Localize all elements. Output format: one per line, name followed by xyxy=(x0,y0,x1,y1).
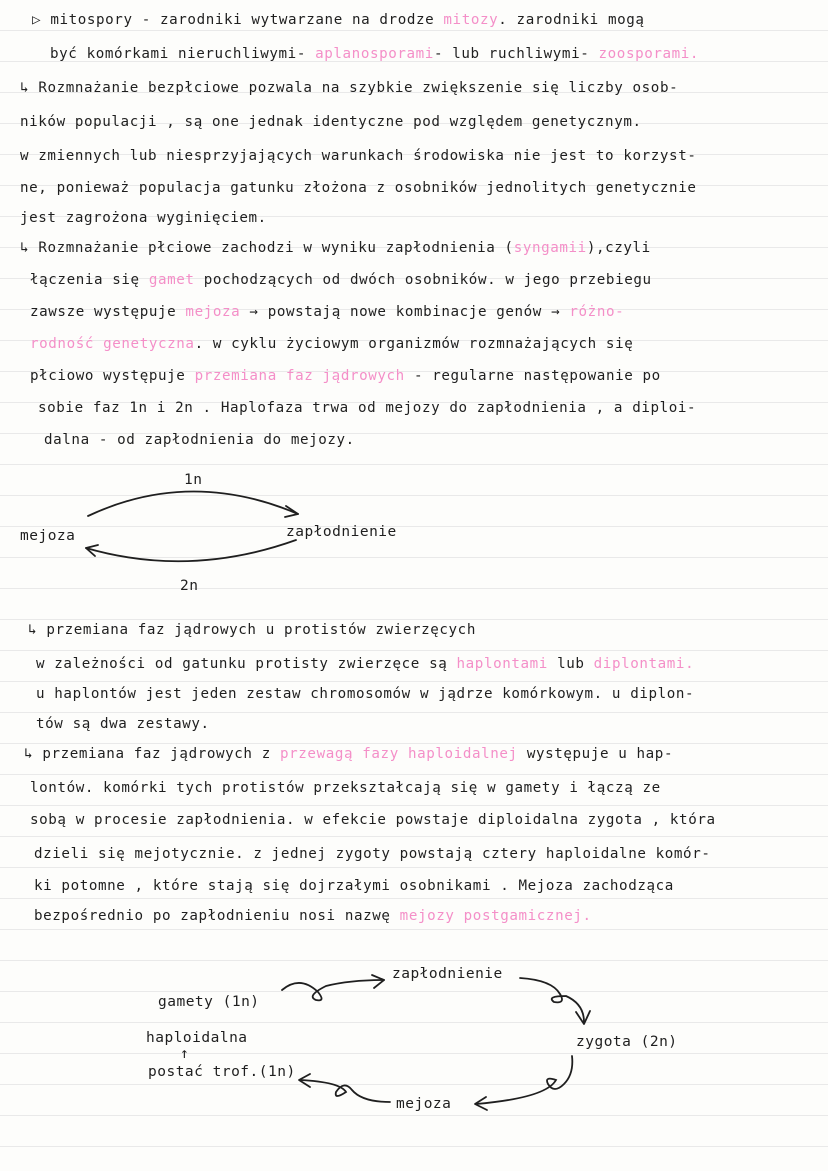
return-arrow-icon: ↳ xyxy=(20,240,30,256)
text-line: lontów. komórki tych protistów przekształcają się w gamety i łączą ze xyxy=(30,780,661,796)
text-line: w zmiennych lub niesprzyjających warunkach środowiska nie jest to korzyst- xyxy=(20,148,697,164)
text-line: ne, ponieważ populacja gatunku złożona z osobników jednolitych genetycznie xyxy=(20,180,697,196)
highlight-term: rodność genetyczna xyxy=(30,336,195,352)
highlight-term: mitozy xyxy=(443,12,499,28)
label-meiosis: mejoza xyxy=(20,528,76,544)
highlight-term: gamet xyxy=(148,272,195,288)
text-line: dalna - od zapłodnienia do mejozy. xyxy=(44,432,355,448)
triangle-bullet-icon: ▷ xyxy=(32,12,42,28)
text-line: u haplontów jest jeden zestaw chromosomów w jądrze komórkowym. u diplon- xyxy=(36,686,695,702)
text-line: rodność genetyczna. w cyklu życiowym organizmów rozmnażających się xyxy=(30,336,634,352)
text-line: sobie faz 1n i 2n . Haplofaza trwa od mejozy do zapłodnienia , a diploi- xyxy=(38,400,697,416)
label-zygote: zygota (2n) xyxy=(576,1034,678,1050)
text-line: ↳ Rozmnażanie płciowe zachodzi w wyniku zapłodnienia (syngamii),czyli xyxy=(20,240,651,256)
label-haploid: haploidalna xyxy=(146,1030,248,1046)
squiggle-arrow-zygote xyxy=(520,978,584,1022)
label-fertilization: zapłodnienie xyxy=(392,966,503,982)
highlight-term: diplontami. xyxy=(593,656,695,672)
return-arrow-icon: ↳ xyxy=(28,622,38,638)
text-line: bezpośrednio po zapłodnieniu nosi nazwę mejozy postgamicznej. xyxy=(34,908,592,924)
highlight-term: przemiana faz jądrowych xyxy=(194,368,405,384)
text-line: ↳ przemiana faz jądrowych z przewagą fazy haploidalnej występuje u hap- xyxy=(24,746,674,762)
text-line: ników populacji , są one jednak identyczne pod względem genetycznym. xyxy=(20,114,642,130)
text-line: zawsze występuje mejoza → powstają nowe kombinacje genów → różno- xyxy=(30,304,625,320)
label-meiosis: mejoza xyxy=(396,1096,452,1112)
squiggle-arrow-meiosis xyxy=(476,1056,572,1104)
highlight-term: mejoza xyxy=(185,304,241,320)
text-line: dzieli się mejotycznie. z jednej zygoty powstają cztery haploidalne komór- xyxy=(34,846,711,862)
return-arrow-icon: ↳ xyxy=(20,80,30,96)
label-trophic-form: postać trof.(1n) xyxy=(148,1064,296,1080)
highlight-term: zoosporami. xyxy=(598,46,700,62)
text-line: jest zagrożona wyginięciem. xyxy=(20,210,267,226)
highlight-term: haplontami xyxy=(456,656,548,672)
text-line: ↳ przemiana faz jądrowych u protistów zwierzęcych xyxy=(28,622,476,638)
text-line: łączenia się gamet pochodzących od dwóch osobników. w jego przebiegu xyxy=(30,272,652,288)
label-1n: 1n xyxy=(184,472,203,488)
text-line: w zależności od gatunku protisty zwierzęce są haplontami lub diplontami. xyxy=(36,656,695,672)
text-line: ↳ Rozmnażanie bezpłciowe pozwala na szybkie zwiększenie się liczby osob- xyxy=(20,80,679,96)
return-arrow-icon: ↳ xyxy=(24,746,34,762)
text-line: sobą w procesie zapłodnienia. w efekcie powstaje diploidalna zygota , która xyxy=(30,812,716,828)
highlight-term: mejozy postgamicznej. xyxy=(399,908,592,924)
text-line: płciowo występuje przemiana faz jądrowych - regularne następowanie po xyxy=(30,368,661,384)
highlight-term: różno- xyxy=(569,304,625,320)
up-arrow-icon: ↑ xyxy=(180,1046,190,1062)
highlight-term: aplanosporami xyxy=(315,46,434,62)
highlight-term: syngamii xyxy=(513,240,587,256)
squiggle-arrow-gametes xyxy=(282,980,384,1000)
text-line: ▷ mitospory - zarodniki wytwarzane na drodze mitozy. zarodniki mogą xyxy=(32,12,645,28)
text-line: ki potomne , które stają się dojrzałymi osobnikami . Mejoza zachodząca xyxy=(34,878,674,894)
label-2n: 2n xyxy=(180,578,199,594)
squiggle-arrow-trophic xyxy=(300,1080,390,1102)
label-gametes: gamety (1n) xyxy=(158,994,260,1010)
highlight-term: przewagą fazy haploidalnej xyxy=(280,746,518,762)
text-line: być komórkami nieruchliwymi- aplanosporami- lub ruchliwymi- zoosporami. xyxy=(50,46,700,62)
label-fertilization: zapłodnienie xyxy=(286,524,397,540)
text-line: tów są dwa zestawy. xyxy=(36,716,210,732)
arrowhead-gametes xyxy=(372,975,384,988)
